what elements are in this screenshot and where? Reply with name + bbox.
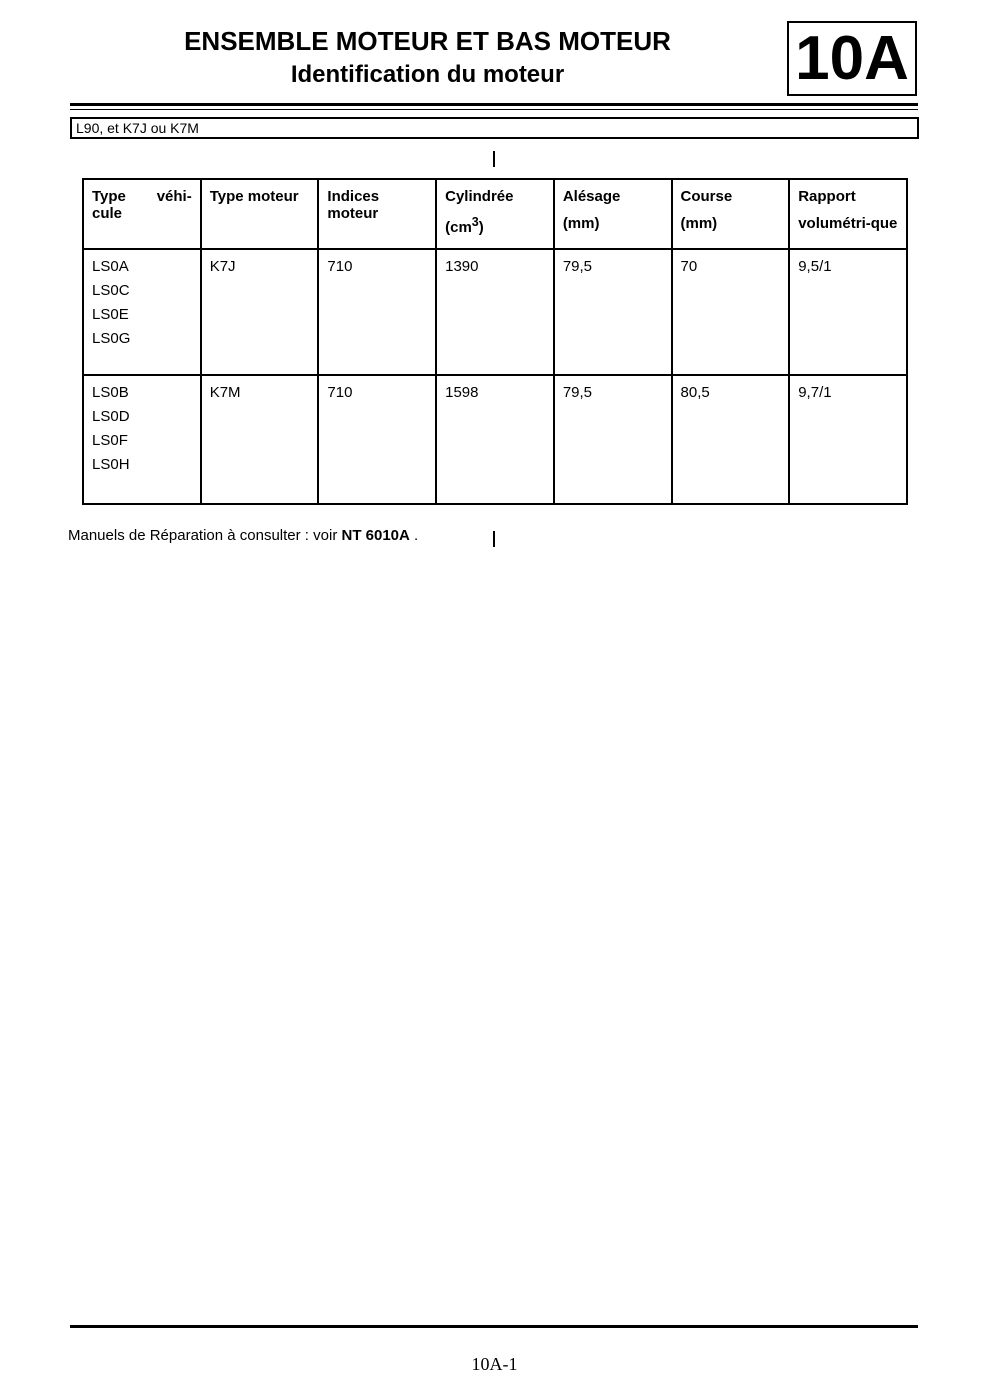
page-header [70, 24, 785, 92]
bore-value: 79,5 [562, 384, 593, 401]
compression-value: 9,5/1 [798, 258, 832, 275]
cell-bore [554, 249, 672, 375]
header-unit: (mm) [562, 215, 600, 232]
table-header-row [83, 179, 907, 249]
header-label: Rapport [798, 188, 856, 205]
stroke-value: 70 [680, 258, 698, 275]
cell-stroke [672, 375, 790, 504]
engine-identification-table [82, 178, 908, 505]
revision-mark [493, 151, 495, 167]
cell-engine-index [318, 375, 436, 504]
displacement-value: 1598 [445, 384, 479, 401]
section-code-box: 10A [787, 21, 917, 96]
engine-type-value: K7M [209, 384, 241, 401]
manual-reference [68, 527, 418, 544]
cell-engine-index [318, 249, 436, 375]
section-subtitle: Identification du moteur [290, 61, 565, 88]
manual-reference-prefix: Manuels de Réparation à consulter : voir [68, 527, 338, 544]
unit-close: ) [478, 219, 484, 236]
vehicle-code: LS0B [92, 384, 129, 401]
table-row [83, 249, 907, 375]
stroke-value: 80,5 [680, 384, 710, 401]
vehicle-code: LS0E [92, 306, 129, 323]
cell-compression [789, 249, 907, 375]
header-displacement [436, 179, 554, 249]
header-rule [70, 103, 918, 106]
displacement-value: 1390 [445, 258, 479, 275]
cell-displacement [436, 375, 554, 504]
engine-type-value: K7J [209, 258, 236, 275]
header-label: Course [680, 188, 733, 205]
vehicle-code: LS0C [92, 282, 130, 299]
cell-bore [554, 375, 672, 504]
header-unit [445, 215, 545, 236]
header-engine-type [201, 179, 319, 249]
bore-value: 79,5 [562, 258, 593, 275]
manual-reference-code: NT 6010A [341, 527, 410, 544]
header-unit: (mm) [680, 215, 718, 232]
compression-value: 9,7/1 [798, 384, 832, 401]
header-bore [554, 179, 672, 249]
header-unit: volumétri-que [798, 215, 898, 232]
header-label: Alésage [562, 188, 621, 205]
header-engine-index [318, 179, 436, 249]
page-number: 10A-1 [471, 1354, 518, 1374]
footer-rule [70, 1325, 918, 1328]
applicability-box: L90, et K7J ou K7M [70, 117, 919, 139]
vehicle-code: LS0H [92, 456, 130, 473]
cell-vehicles [83, 249, 201, 375]
manual-reference-suffix: . [414, 527, 419, 544]
header-label: Type moteur [209, 188, 299, 205]
header-vehicle-type [83, 179, 201, 249]
unit-superscript: 3 [471, 215, 479, 229]
vehicle-code: LS0A [92, 258, 129, 275]
header-label: Indices moteur [327, 188, 380, 222]
vehicle-code: LS0D [92, 408, 130, 425]
header-stroke [672, 179, 790, 249]
header-compression-ratio [789, 179, 907, 249]
engine-index-value: 710 [327, 258, 353, 275]
cell-vehicles [83, 375, 201, 504]
revision-mark [493, 531, 495, 547]
vehicle-code: LS0G [92, 330, 131, 347]
section-title: ENSEMBLE MOTEUR ET BAS MOTEUR [184, 26, 671, 56]
header-label: Cylindrée [445, 188, 514, 205]
unit-text: (cm [445, 219, 472, 236]
vehicle-code: LS0F [92, 432, 128, 449]
engine-index-value: 710 [327, 384, 353, 401]
cell-displacement [436, 249, 554, 375]
cell-compression [789, 375, 907, 504]
cell-engine-type [201, 375, 319, 504]
header-label: Type véhi-cule [92, 188, 192, 222]
cell-stroke [672, 249, 790, 375]
table-row [83, 375, 907, 504]
cell-engine-type [201, 249, 319, 375]
header-rule-thin [70, 109, 918, 110]
